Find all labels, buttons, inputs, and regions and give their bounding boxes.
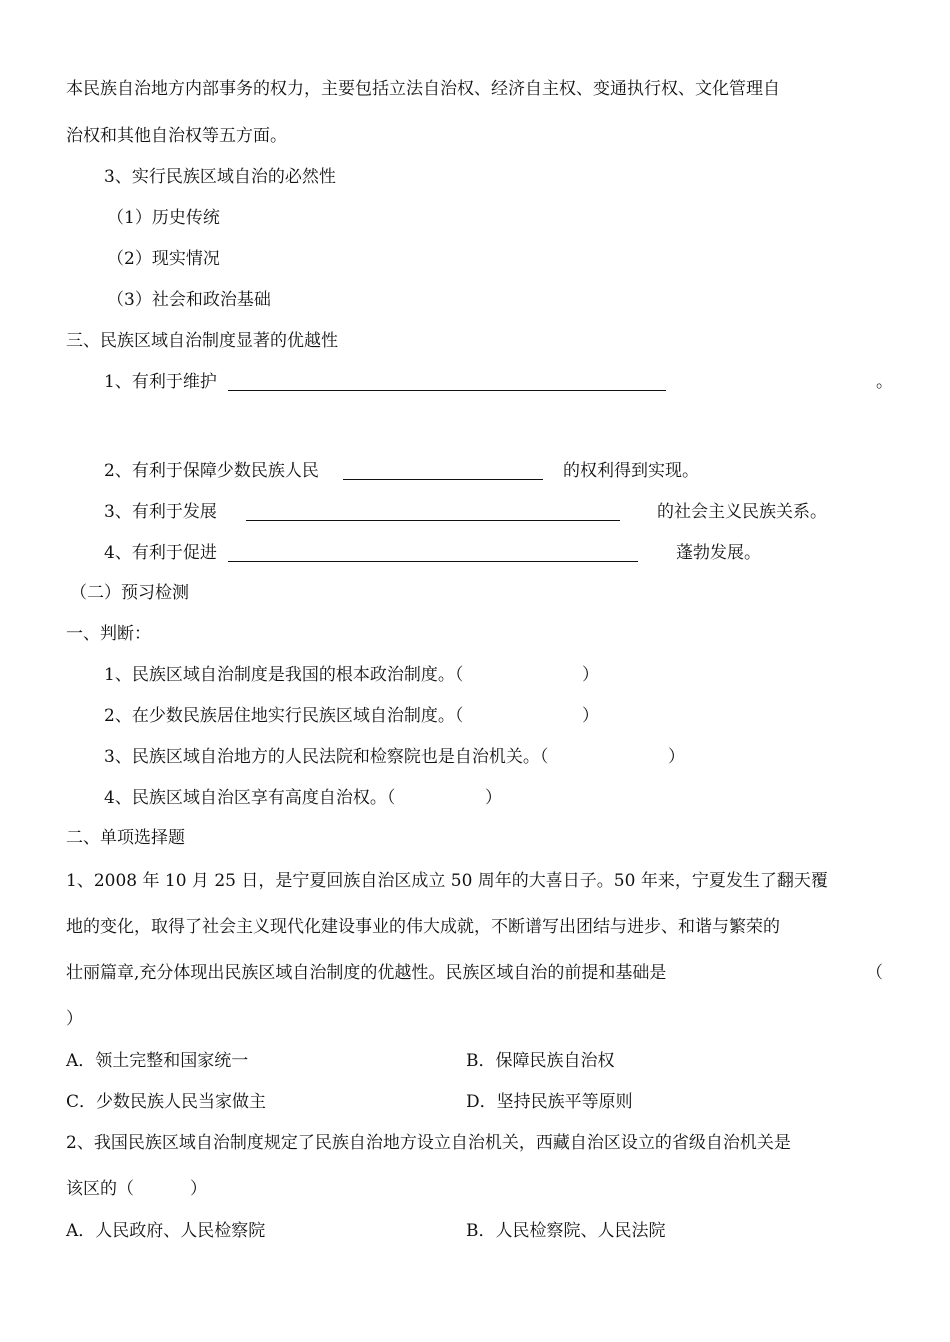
necessity-item-2: （2）现实情况 — [107, 249, 220, 269]
necessity-heading: 3、实行民族区域自治的必然性 — [104, 167, 336, 187]
q1-line-3: 壮丽篇章,充分体现出民族区域自治制度的优越性。民族区域自治的前提和基础是 — [66, 963, 667, 983]
q1-option-b[interactable]: B．保障民族自治权 — [466, 1051, 615, 1071]
judge-heading: 一、判断： — [66, 624, 151, 644]
fill-blank-1[interactable] — [228, 390, 666, 391]
intro-line-2: 治权和其他自治权等五方面。 — [66, 126, 287, 146]
choice-heading: 二、单项选择题 — [66, 828, 185, 848]
q2-paren-close: ） — [190, 1179, 207, 1199]
blank-1-prefix: 1、有利于维护 — [104, 372, 217, 392]
judge-item-1: 1、民族区域自治制度是我国的根本政治制度。（ — [104, 665, 464, 685]
q2-option-a[interactable]: A．人民政府、人民检察院 — [66, 1221, 266, 1241]
q2-line-1: 2、我国民族区域自治制度规定了民族自治地方设立自治机关，西藏自治区设立的省级自治机关是 — [66, 1133, 791, 1153]
judge-item-4: 4、民族区域自治区享有高度自治权。（ — [104, 788, 396, 808]
judge-item-2: 2、在少数民族居住地实行民族区域自治制度。（ — [104, 706, 464, 726]
fill-blank-3[interactable] — [246, 520, 620, 521]
q2-line-2: 该区的（ — [66, 1179, 134, 1199]
blank-4-prefix: 4、有利于促进 — [104, 543, 217, 563]
judge-item-4-close: ） — [485, 788, 502, 808]
blank-2-prefix: 2、有利于保障少数民族人民 — [104, 461, 319, 481]
blank-3-suffix: 的社会主义民族关系。 — [657, 502, 827, 522]
q1-option-c[interactable]: C．少数民族人民当家做主 — [66, 1092, 267, 1112]
q1-option-a[interactable]: A．领土完整和国家统一 — [66, 1051, 249, 1071]
fill-blank-4[interactable] — [228, 561, 638, 562]
blank-1-suffix: 。 — [876, 372, 893, 392]
q1-paren-open: （ — [866, 963, 883, 983]
intro-line-1: 本民族自治地方内部事务的权力，主要包括立法自治权、经济自主权、变通执行权、文化管理自 — [66, 79, 780, 99]
judge-item-3-close: ） — [668, 747, 685, 767]
q1-paren-close: ） — [66, 1009, 83, 1029]
fill-blank-2[interactable] — [343, 479, 543, 480]
blank-2-suffix: 的权利得到实现。 — [563, 461, 699, 481]
judge-item-3: 3、民族区域自治地方的人民法院和检察院也是自治机关。（ — [104, 747, 549, 767]
preview-heading: （二）预习检测 — [70, 583, 189, 603]
q1-line-2: 地的变化，取得了社会主义现代化建设事业的伟大成就，不断谱写出团结与进步、和谐与繁荣的 — [66, 917, 780, 937]
judge-item-2-close: ） — [582, 706, 599, 726]
section3-heading: 三、民族区域自治制度显著的优越性 — [66, 331, 338, 351]
blank-3-prefix: 3、有利于发展 — [104, 502, 217, 522]
q1-line-1: 1、2008 年 10 月 25 日，是宁夏回族自治区成立 50 周年的大喜日子。50 年来，宁夏发生了翻天覆 — [66, 871, 828, 891]
q2-option-b[interactable]: B．人民检察院、人民法院 — [466, 1221, 666, 1241]
q1-option-d[interactable]: D．坚持民族平等原则 — [466, 1092, 633, 1112]
necessity-item-3: （3）社会和政治基础 — [107, 290, 271, 310]
blank-4-suffix: 蓬勃发展。 — [676, 543, 761, 563]
judge-item-1-close: ） — [582, 665, 599, 685]
necessity-item-1: （1）历史传统 — [107, 208, 220, 228]
